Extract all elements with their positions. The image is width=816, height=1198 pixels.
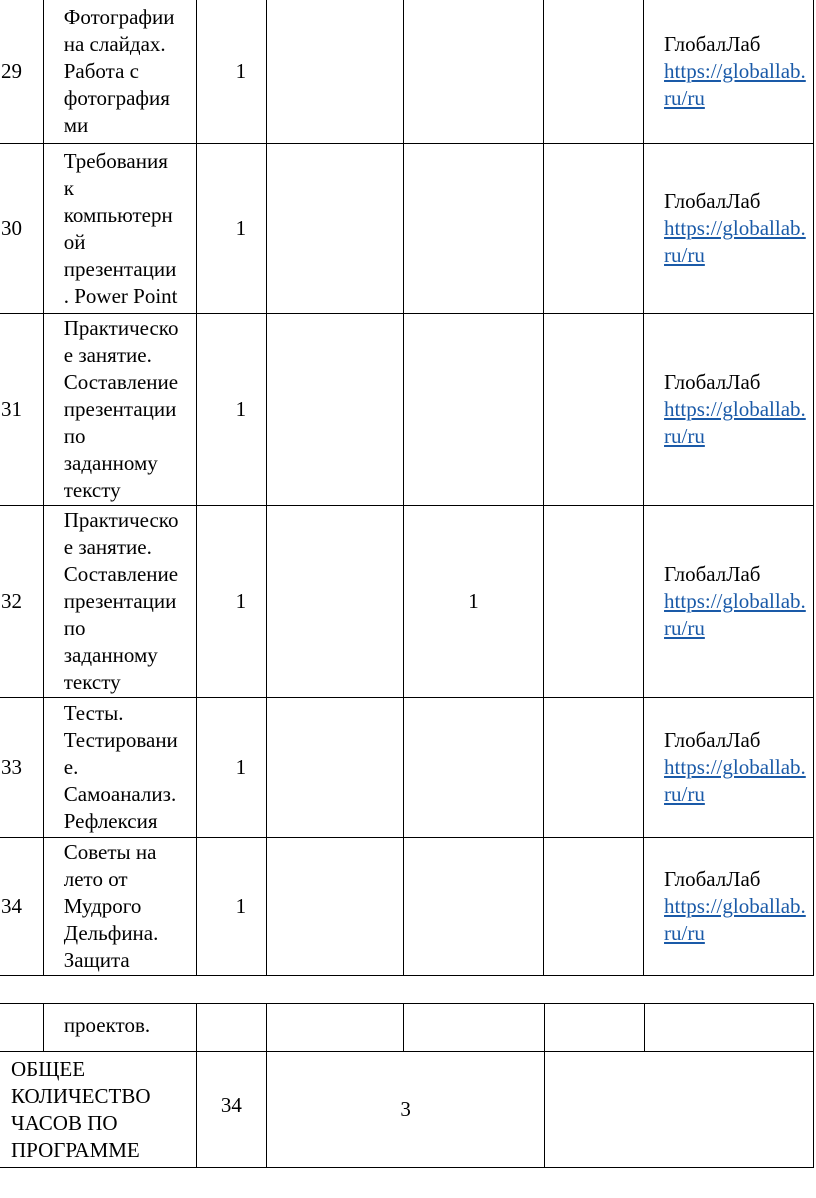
lesson-topic-line: тексту bbox=[63, 670, 121, 694]
lesson-number: 30 bbox=[0, 144, 43, 314]
table-row bbox=[0, 144, 814, 314]
lesson-resource bbox=[644, 0, 814, 144]
lesson-hours: 1 bbox=[196, 698, 267, 838]
lesson-topic bbox=[43, 838, 196, 976]
lesson-resource bbox=[644, 838, 814, 976]
total-hours: 34 bbox=[196, 1052, 267, 1168]
lesson-topic-line: к bbox=[63, 175, 74, 200]
lesson-date bbox=[544, 506, 644, 698]
lesson-hours: 1 bbox=[196, 144, 267, 314]
lesson-theory bbox=[267, 838, 403, 976]
lesson-resource bbox=[644, 144, 814, 314]
resource-name: ГлобалЛаб bbox=[664, 728, 761, 752]
total-label-line: ОБЩЕЕ bbox=[11, 1056, 86, 1081]
table-row bbox=[0, 314, 814, 506]
lesson-date bbox=[544, 144, 644, 314]
continuation-row bbox=[0, 1004, 814, 1052]
lesson-hours: 1 bbox=[196, 314, 267, 506]
continuation-table bbox=[0, 1003, 814, 1168]
lesson-topic-line: Рефлексия bbox=[63, 809, 158, 833]
lesson-practice bbox=[403, 698, 543, 838]
lesson-theory bbox=[267, 698, 403, 838]
lesson-theory bbox=[267, 144, 403, 314]
lesson-topic-line: по bbox=[63, 424, 86, 448]
table-row bbox=[0, 698, 814, 838]
resource-link[interactable]: ru/ru bbox=[664, 424, 705, 448]
continuation-col6 bbox=[545, 1004, 645, 1052]
lesson-number: 31 bbox=[0, 314, 43, 506]
continuation-hours-cell bbox=[196, 1004, 267, 1052]
lesson-topic-line: . Power Point bbox=[63, 283, 178, 308]
resource-name: ГлобалЛаб bbox=[664, 867, 761, 891]
lesson-practice bbox=[403, 144, 543, 314]
lesson-topic bbox=[43, 506, 196, 698]
lesson-topic-line: Требования bbox=[63, 148, 168, 173]
lesson-topic-line: по bbox=[63, 616, 86, 640]
lesson-resource bbox=[644, 314, 814, 506]
lesson-date bbox=[544, 838, 644, 976]
lesson-topic-line: Составление bbox=[63, 370, 179, 394]
lesson-resource bbox=[644, 506, 814, 698]
continuation-col7 bbox=[645, 1004, 814, 1052]
table-row bbox=[0, 506, 814, 698]
lesson-topic-line: ой bbox=[63, 229, 86, 254]
lesson-theory bbox=[267, 314, 403, 506]
lesson-topic-line: Дельфина. bbox=[63, 921, 159, 945]
lesson-practice bbox=[403, 0, 543, 144]
lesson-practice bbox=[403, 838, 543, 976]
resource-name: ГлобалЛаб bbox=[664, 31, 761, 56]
resource-link[interactable]: https://globallab. bbox=[664, 397, 806, 421]
lesson-topic-line: презентации bbox=[63, 256, 177, 281]
lesson-topic-line: компьютерн bbox=[63, 202, 173, 227]
lesson-topic-line: Работа с bbox=[63, 58, 139, 83]
lesson-topic-line: презентации bbox=[63, 397, 177, 421]
resource-link[interactable]: ru/ru bbox=[664, 85, 705, 110]
lesson-date bbox=[544, 314, 644, 506]
lesson-topic bbox=[43, 698, 196, 838]
continuation-num-cell bbox=[0, 1004, 43, 1052]
total-label bbox=[0, 1052, 196, 1168]
lesson-topic-line: Мудрого bbox=[63, 894, 142, 918]
lesson-hours: 1 bbox=[196, 0, 267, 144]
lesson-topic-line: Защита bbox=[63, 948, 130, 972]
total-row bbox=[0, 1052, 814, 1168]
resource-link[interactable]: ru/ru bbox=[664, 921, 705, 945]
lesson-date bbox=[544, 0, 644, 144]
lesson-practice: 1 bbox=[403, 506, 543, 698]
resource-link[interactable]: ru/ru bbox=[664, 616, 705, 640]
lesson-topic-line: Практическо bbox=[63, 508, 179, 532]
lesson-topic-line: е занятие. bbox=[63, 535, 152, 559]
lesson-topic-line: е занятие. bbox=[63, 343, 152, 367]
lesson-theory bbox=[267, 506, 403, 698]
lesson-topic bbox=[43, 314, 196, 506]
lesson-hours: 1 bbox=[196, 506, 267, 698]
lesson-number: 32 bbox=[0, 506, 43, 698]
continuation-topic: проектов. bbox=[43, 1004, 196, 1052]
resource-link[interactable]: https://globallab. bbox=[664, 894, 806, 918]
continuation-col4 bbox=[267, 1004, 404, 1052]
resource-link[interactable]: https://globallab. bbox=[664, 58, 806, 83]
lesson-date bbox=[544, 698, 644, 838]
lesson-resource bbox=[644, 698, 814, 838]
lesson-number: 33 bbox=[0, 698, 43, 838]
lesson-hours: 1 bbox=[196, 838, 267, 976]
resource-link[interactable]: https://globallab. bbox=[664, 589, 806, 613]
lesson-theory bbox=[267, 0, 403, 144]
lesson-topic-line: Практическо bbox=[63, 316, 179, 340]
lesson-topic-line: Составление bbox=[63, 562, 179, 586]
lesson-topic-line: тексту bbox=[63, 478, 121, 502]
lesson-topic-line: е. bbox=[63, 755, 79, 779]
total-label-line: ЧАСОВ ПО bbox=[11, 1110, 118, 1135]
total-label-line: КОЛИЧЕСТВО bbox=[11, 1083, 151, 1108]
table-row bbox=[0, 0, 814, 144]
lesson-topic-line: презентации bbox=[63, 589, 177, 613]
table-row bbox=[0, 838, 814, 976]
total-empty bbox=[545, 1052, 814, 1168]
continuation-col5 bbox=[404, 1004, 545, 1052]
resource-name: ГлобалЛаб bbox=[664, 370, 761, 394]
lesson-topic-line: Самоанализ. bbox=[63, 782, 177, 806]
lesson-topic bbox=[43, 144, 196, 314]
lesson-topic-line: заданному bbox=[63, 451, 158, 475]
total-practice: 3 bbox=[267, 1052, 545, 1168]
lesson-topic-line: на слайдах. bbox=[63, 31, 166, 56]
lesson-topic-line: фотография bbox=[63, 85, 170, 110]
lesson-practice bbox=[403, 314, 543, 506]
lesson-topic-line: ми bbox=[63, 112, 89, 137]
resource-link[interactable]: https://globallab. bbox=[664, 755, 806, 779]
lesson-topic-line: Советы на bbox=[63, 840, 157, 864]
resource-link[interactable]: ru/ru bbox=[664, 782, 705, 806]
resource-name: ГлобалЛаб bbox=[664, 562, 761, 586]
lesson-topic-line: Тестировани bbox=[63, 728, 178, 752]
lesson-topic-line: Тесты. bbox=[63, 701, 124, 725]
lesson-topic-line: заданному bbox=[63, 643, 158, 667]
lesson-number: 34 bbox=[0, 838, 43, 976]
total-label-line: ПРОГРАММЕ bbox=[11, 1137, 140, 1162]
lesson-number: 29 bbox=[0, 0, 43, 144]
lesson-topic-line: Фотографии bbox=[63, 4, 175, 29]
resource-link[interactable]: https://globallab. bbox=[664, 216, 806, 240]
lesson-topic bbox=[43, 0, 196, 144]
resource-link[interactable]: ru/ru bbox=[664, 243, 705, 267]
lesson-topic-line: лето от bbox=[63, 867, 128, 891]
resource-name: ГлобалЛаб bbox=[664, 189, 761, 213]
